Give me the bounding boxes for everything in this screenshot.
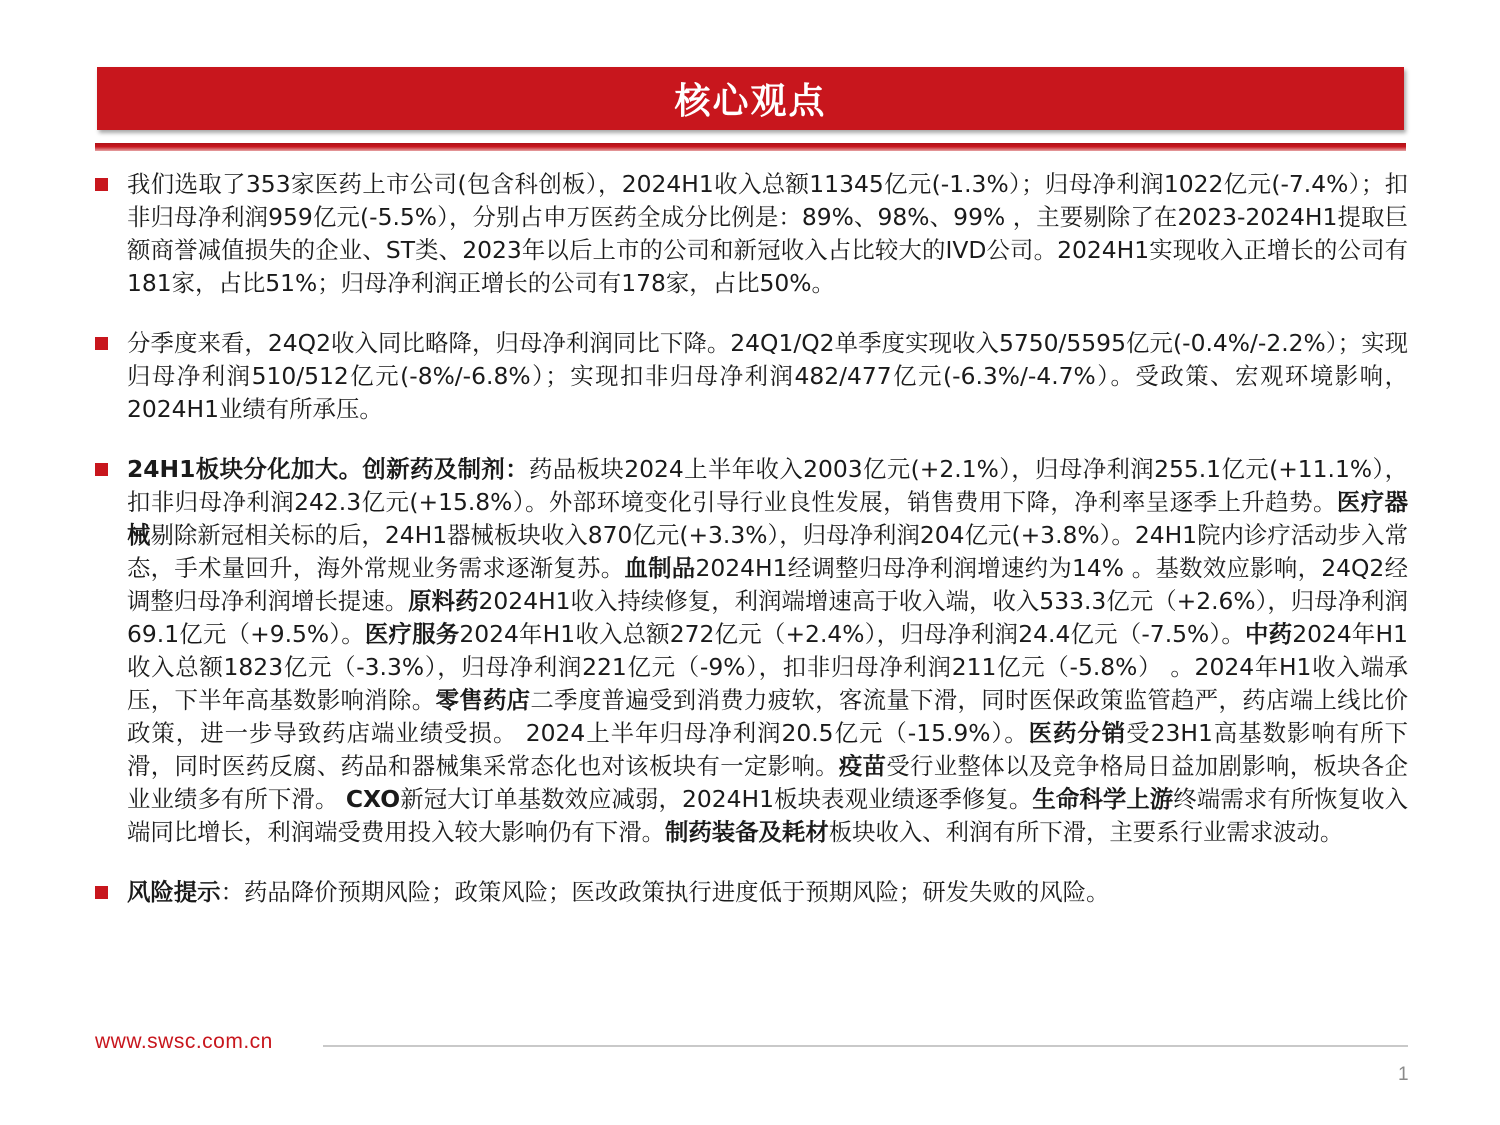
square-bullet-icon [95, 337, 108, 350]
bullet-risk [95, 876, 1408, 909]
page-number: 1 [1398, 1064, 1409, 1085]
sector-heading-cxo: CXO [345, 785, 401, 813]
bullet-sample-overview [95, 168, 1408, 300]
sector-heading-life-science: 生命科学上游 [1032, 785, 1174, 813]
bullet-quarterly [95, 327, 1408, 426]
sector-text: 2024年H1收入总额272亿元（+2.4%），归母净利润24.4亿元（-7.5%）。 [459, 620, 1245, 648]
sector-heading-medical-services: 医疗服务 [364, 620, 460, 648]
sector-heading-vaccines: 疫苗 [838, 752, 887, 780]
sector-text: 二季度普遍受到消费力疲软，客流量下滑，同时医保政策监管趋严，药店端上线比价政策，进一步导致药店端业绩受损。 2024上半年归母净利润20.5亿元（-15.9%）。 [127, 686, 1409, 747]
page-title: 核心观点 [674, 81, 827, 122]
square-bullet-icon [95, 463, 108, 476]
sector-heading-distribution: 医药分销 [1028, 719, 1127, 747]
sector-text: 新冠大订单基数效应减弱，2024H1板块表观业绩逐季修复。 [400, 785, 1033, 813]
sector-text: 2024年H1收入总额1823亿元（-3.3%），归母净利润221亿元（-9%），扣非归母净利润211亿元（-5.8%） 。2024年H1收入端承压，下半年高基数影响消除。 [127, 620, 1409, 714]
risk-heading: 风险提示 [127, 878, 221, 906]
sector-text: 受23H1高基数影响有所下滑，同时医药反腐、药品和器械集采常态化也对该板块有一定影响。 [127, 719, 1409, 780]
content-area [95, 168, 1408, 909]
sector-text: 受行业整体以及竞争格局日益加剧影响，板块各企业业绩多有所下滑。 [127, 752, 1409, 813]
sector-heading-blood-products: 血制品 [624, 554, 696, 582]
risk-text: ：药品降价预期风险；政策风险；医改政策执行进度低于预期风险；研发失败的风险。 [220, 878, 1110, 906]
bullet-text: 分季度来看，24Q2收入同比略降，归母净利润同比下降。24Q1/Q2单季度实现收入5750/5595亿元(-0.4%/-2.2%）；实现归母净利润510/512亿元(-8%/-6.8%）；实现扣非归母净利润482/477亿元(-6.3%/-4.7%）。受政策、宏观环境影响，2024H1业绩有所承压。 [127, 329, 1408, 423]
sector-text: 板块收入、利润有所下滑，主要系行业需求波动。 [828, 818, 1344, 846]
square-bullet-icon [95, 886, 108, 899]
sector-heading-api: 原料药 [408, 587, 479, 615]
sector-heading-retail-pharmacy: 零售药店 [435, 686, 531, 714]
sector-heading-equipment: 制药装备及耗材 [664, 818, 829, 846]
sector-text: 2024H1经调整归母净利润增速约为14% 。基数效应影响，24Q2经调整归母净利润增长提速。 [127, 554, 1409, 615]
bullet-text: 我们选取了353家医药上市公司(包含科创板），2024H1收入总额11345亿元(-1.3%）；归母净利润1022亿元(-7.4%）；扣非归母净利润959亿元(-5.5%），分别占申万医药全成分比例是：89%、98%、99% ，主要剔除了在2023-2024H1提取巨额商誉减值损失的企业、ST类、2023年以后上市的公司和新冠收入占比较大的IVD公司。2024H1实现收入正增长的公司有181家，占比51%；归母净利润正增长的公司有178家，占比50%。 [127, 170, 1408, 297]
title-banner [97, 67, 1404, 130]
footer-website: www.swsc.com.cn [95, 1030, 273, 1053]
title-divider [95, 143, 1406, 151]
square-bullet-icon [95, 178, 108, 191]
sector-text: 剔除新冠相关标的后，24H1器械板块收入870亿元(+3.3%），归母净利润204亿元(+3.8%）。24H1院内诊疗活动步入常态，手术量回升，海外常规业务需求逐渐复苏。 [127, 521, 1409, 582]
sector-heading-tcm: 中药 [1244, 620, 1293, 648]
sector-text: 药品板块2024上半年收入2003亿元(+2.1%），归母净利润255.1亿元(+11.1%），扣非归母净利润242.3亿元(+15.8%）。外部环境变化引导行业良性发展，销售费用下降，净利率呈逐季上升趋势。 [127, 455, 1409, 516]
sector-heading-innovative-drugs: 24H1板块分化加大。创新药及制剂： [127, 455, 529, 483]
footer-divider [323, 1045, 1408, 1047]
bullet-sectors [95, 453, 1408, 849]
sector-text: 终端需求有所恢复收入端同比增长，利润端受费用投入较大影响仍有下滑。 [127, 785, 1409, 846]
sector-text: 2024H1收入持续修复，利润端增速高于收入端，收入533.3亿元（+2.6%），归母净利润69.1亿元（+9.5%）。 [127, 587, 1409, 648]
sector-heading-devices: 医疗器械 [127, 488, 1409, 549]
